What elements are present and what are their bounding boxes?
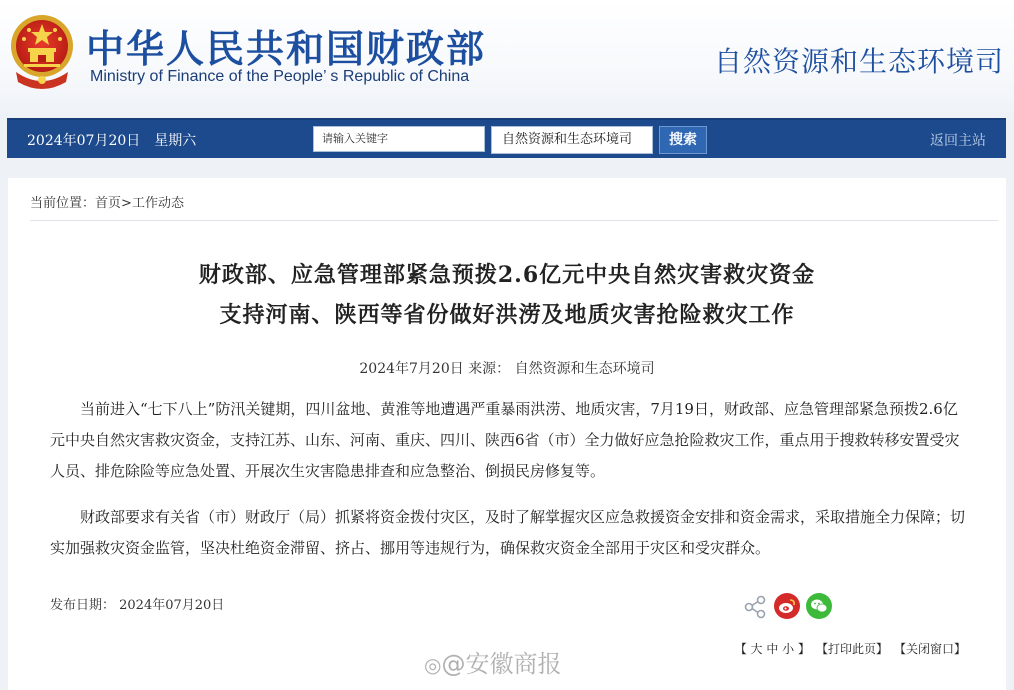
search-button[interactable]: 搜索 <box>659 126 707 154</box>
watermark-text: @安徽商报 <box>441 650 562 678</box>
breadcrumb-home-link[interactable]: 首页 <box>95 196 122 211</box>
article-title-line2: 支持河南、陕西等省份做好洪涝及地质灾害抢险救灾工作 <box>219 302 795 328</box>
back-home-link[interactable]: 返回主站 <box>930 133 986 149</box>
breadcrumb <box>30 192 184 211</box>
share-icon[interactable] <box>742 593 768 619</box>
date-text: 2024年07月20日 <box>27 133 141 149</box>
article-tools <box>723 640 966 657</box>
ministry-title-cn: 中华人民共和国财政部 <box>86 27 487 71</box>
wechat-share-icon[interactable] <box>806 593 832 619</box>
share-bar <box>742 592 832 620</box>
article-paragraph: 财政部要求有关省（市）财政厅（局）抓紧将资金拨付灾区，及时了解掌握灾区应急救援资金安排和资金需求，采取措施全力保障；切实加强救灾资金监管，坚决杜绝资金滞留、挤占、挪用等违规行为，确保救灾资金全部用于灾区和受灾群众。 <box>50 508 966 557</box>
print-link[interactable]: 【打印此页】 <box>821 642 888 656</box>
ministry-title-en: Ministry of Finance of the People’ s Republic of China <box>90 68 470 85</box>
top-nav-bar <box>7 118 1006 158</box>
current-date <box>27 130 210 150</box>
breadcrumb-label: 当前位置： <box>30 196 96 211</box>
search-input[interactable]: 请输入关键字 <box>313 126 485 152</box>
watermark <box>424 644 561 679</box>
publish-date: 发布日期： 2024年07月20日 <box>50 598 225 613</box>
site-header <box>0 0 1014 118</box>
article-meta: 2024年7月20日 来源： 自然资源和生态环境司 <box>359 361 655 377</box>
search-scope-select[interactable]: 自然资源和生态环境司 <box>491 126 653 154</box>
breadcrumb-divider <box>30 220 998 221</box>
font-size-toggle[interactable]: 【 大 中 小 】 <box>734 642 810 656</box>
weibo-watermark-icon: ◎ <box>424 653 442 677</box>
article-panel <box>8 178 1006 690</box>
close-window-link[interactable]: 【关闭窗口】 <box>899 642 966 656</box>
breadcrumb-separator: > <box>121 196 132 211</box>
department-title: 自然资源和生态环境司 <box>713 45 1004 78</box>
national-emblem-icon <box>8 10 76 90</box>
weekday-text: 星期六 <box>154 133 197 149</box>
article-title-line1: 财政部、应急管理部紧急预拨2.6亿元中央自然灾害救灾资金 <box>198 262 816 288</box>
breadcrumb-section-link[interactable]: 工作动态 <box>131 196 184 211</box>
weibo-share-icon[interactable] <box>774 593 800 619</box>
article-paragraph: 当前进入“七下八上”防汛关键期，四川盆地、黄淮等地遭遇严重暴雨洪涝、地质灾害，7月19日，财政部、应急管理部紧急预拨2.6亿元中央自然灾害救灾资金，支持江苏、山东、河南、重庆、四川、陕西6省（市）全力做好应急抢险救灾工作，重点用于搜救转移安置受灾人员、排危除险等应急处置、开展次生灾害隐患排查和应急整治、倒损民房修复等。 <box>50 400 960 480</box>
